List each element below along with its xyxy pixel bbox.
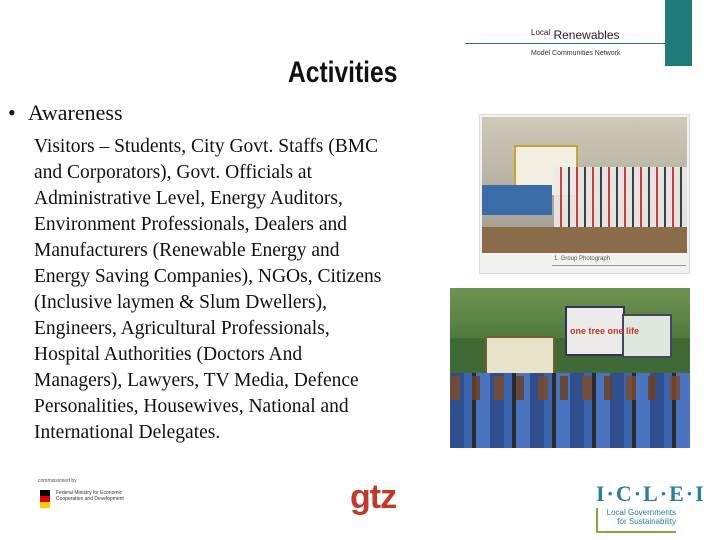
group-photo-scene [482,117,687,253]
rally-sign-right [622,314,672,358]
body-line: Personalities, Housewives, National and [34,396,349,417]
floor [482,227,687,253]
brand-title [531,28,620,42]
group-photo-caption: 1. Group Photograph [554,256,611,262]
body-line: International Delegates. [34,422,221,443]
group-photo [479,114,690,274]
bmz-name: Federal Ministry for Economic Cooperation and Development [56,490,124,502]
bmz-logo [38,478,124,518]
body-line: Environment Professionals, Dealers and [34,214,348,235]
header-divider [465,43,665,44]
body-line: Hospital Authorities (Doctors And [34,344,303,365]
iclei-tagline: Local Governments for Sustainability [606,508,676,526]
body-line: Manufacturers (Renewable Energy and [34,240,340,261]
body-line: and Corporators), Govt. Officials at [34,162,312,183]
slide-title: Activities [288,56,398,89]
body-paragraph [34,134,474,446]
body-line: Visitors – Students, City Govt. Staffs (BMC [34,136,379,157]
caption-divider [552,265,686,266]
body-line: (Inclusive laymen & Slum Dwellers), [34,292,327,313]
bullet-icon: • [8,100,16,125]
rally-sign-tree [485,336,555,376]
stage [482,185,552,215]
iclei-accent-vertical [596,508,598,532]
gtz-logo: gtz [350,478,397,516]
rally-photo [450,288,690,448]
bmz-commissioned: commissioned by [38,478,77,484]
bullet-heading [8,100,123,126]
body-line: Administrative Level, Energy Auditors, [34,188,343,209]
body-line: Engineers, Agricultural Professionals, [34,318,330,339]
header-accent-bar [665,0,692,66]
body-line: Energy Saving Companies), NGOs, Citizens [34,266,382,287]
german-flag-icon [40,490,50,508]
network-subtitle: Model Communities Network [531,50,621,57]
brand-small: Local [531,28,551,37]
rally-faces [450,376,690,400]
iclei-accent-horizontal [596,531,676,533]
body-line: Managers), Lawyers, TV Media, Defence [34,370,359,391]
brand-main: Renewables [553,28,620,42]
rally-sign-text: one tree one life [570,326,640,336]
group-people [554,167,687,227]
bullet-label: Awareness [28,100,123,125]
iclei-logo: I·C·L·E·I [596,481,706,506]
